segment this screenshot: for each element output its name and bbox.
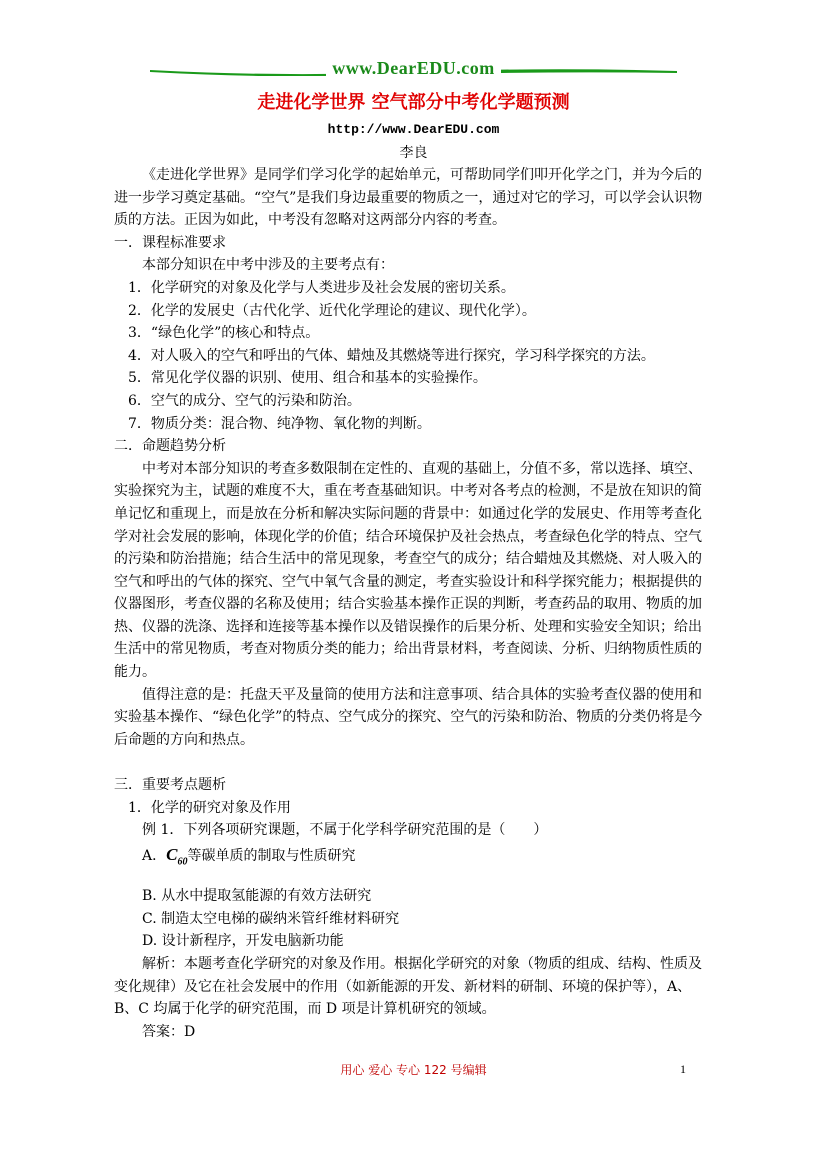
list-item: 6．空气的成分、空气的污染和防治。 [128,392,361,409]
article-body [114,164,714,1043]
example-question: 例 1．下列各项研究课题，不属于化学科学研究范围的是（ ） [142,822,548,839]
list-item: 1．化学研究的对象及化学与人类进步及社会发展的密切关系。 [128,279,515,296]
spacer [114,875,714,885]
section-2-paragraph-1: 中考对本部分知识的考查多数限制在定性的、直观的基础上，分值不多，常以选择、填空、实验探究为主，试题的难度不大，重在考查基础知识。中考对各考点的检测，不是放在知识的简单记忆和重现上，而是放在分析和解决实际问题的背景中：如通过化学的发展史、作用等考查化学对社会发展的影响，体现化学的价值；结合环境保护及社会热点，考查绿色化学的特点、空气的污染和防治措施；结合生活中的常见现象，考查空气的成分；结合蜡烛及其燃烧、对人吸入的空气和呼出的气体的探究、空气中氧气含量的测定，考查实验设计和科学探究能力；根据提供的仪器图形，考查仪器的名称及使用；结合实验基本操作正误的判断，考查药品的取用、物质的加热、仪器的洗涤、选择和连接等基本操作以及错误操作的后果分析、处理和实验安全知识；给出生活中的常见物质，考查对物质分类的能力；给出背景材料，考查阅读、分析、归纳物质性质的能力。 [114,460,702,681]
footer-text: 用心 爱心 专心 122 号编辑 [340,1063,487,1077]
site-banner [0,58,827,79]
intro-paragraph: 《走进化学世界》是同学们学习化学的起始单元，可帮助同学们叩开化学之门，并为今后的进一步学习奠定基础。“空气”是我们身边最重要的物质之一，通过对它的学习，可以学会认识物质的方法。正因为如此，中考没有忽略对这两部分内容的考查。 [114,167,703,229]
section-1-lead: 本部分知识在中考中涉及的主要考点有： [142,257,394,274]
option-d: D. 设计新程序，开发电脑新功能 [142,933,344,950]
c60-formula [166,844,188,868]
blank-line [114,751,714,774]
page-number: 1 [680,1062,686,1076]
source-url: http://www.DearEDU.com [327,122,500,137]
section-1-heading: 一．课程标准要求 [114,234,226,251]
page-title: 走进化学世界 空气部分中考化学题预测 [257,92,570,113]
analysis-paragraph: 解析：本题考查化学研究的对象及作用。根据化学研究的对象（物质的组成、结构、性质及变化规律）及它在社会发展中的作用（如新能源的开发、新材料的研制、环境的保护等），A、B、C 均属于化学的研究范围，而 D 项是计算机研究的领域。 [114,955,702,1018]
formula-symbol: C [166,844,178,864]
list-item: 4．对人吸入的空气和呼出的气体、蜡烛及其燃烧等进行探究，学习科学探究的方法。 [128,347,655,364]
option-a-prefix: A． [142,847,167,864]
answer-line: 答案：D [142,1023,196,1040]
option-a-text: 等碳单质的制取与性质研究 [187,847,356,864]
list-item: 5．常见化学仪器的识别、使用、组合和基本的实验操作。 [128,370,487,387]
option-b: B. 从水中提取氢能源的有效方法研究 [142,888,372,905]
subsection-heading: 1．化学的研究对象及作用 [128,799,291,816]
option-a [114,842,714,875]
option-c: C. 制造太空电梯的碳纳米管纤维材料研究 [142,910,400,927]
section-3-heading: 三．重要考点题析 [114,777,226,794]
section-2-paragraph-2: 值得注意的是：托盘天平及量筒的使用方法和注意事项、结合具体的实验考查仪器的使用和实验基本操作、“绿色化学”的特点、空气成分的探究、空气的污染和防治、物质的分类仍将是今后命题的方向和热点。 [114,686,703,748]
list-item: 7．物质分类：混合物、纯净物、氧化物的判断。 [128,415,431,432]
formula-subscript: 60 [177,856,188,868]
list-item: 3．“绿色化学”的核心和特点。 [128,325,320,342]
author-name: 李良 [399,145,428,161]
site-name-text: www.DearEDU.com [326,58,500,78]
section-2-heading: 二．命题趋势分析 [114,438,226,455]
list-item: 2．化学的发展史（古代化学、近代化学理论的建议、现代化学）。 [128,302,536,319]
